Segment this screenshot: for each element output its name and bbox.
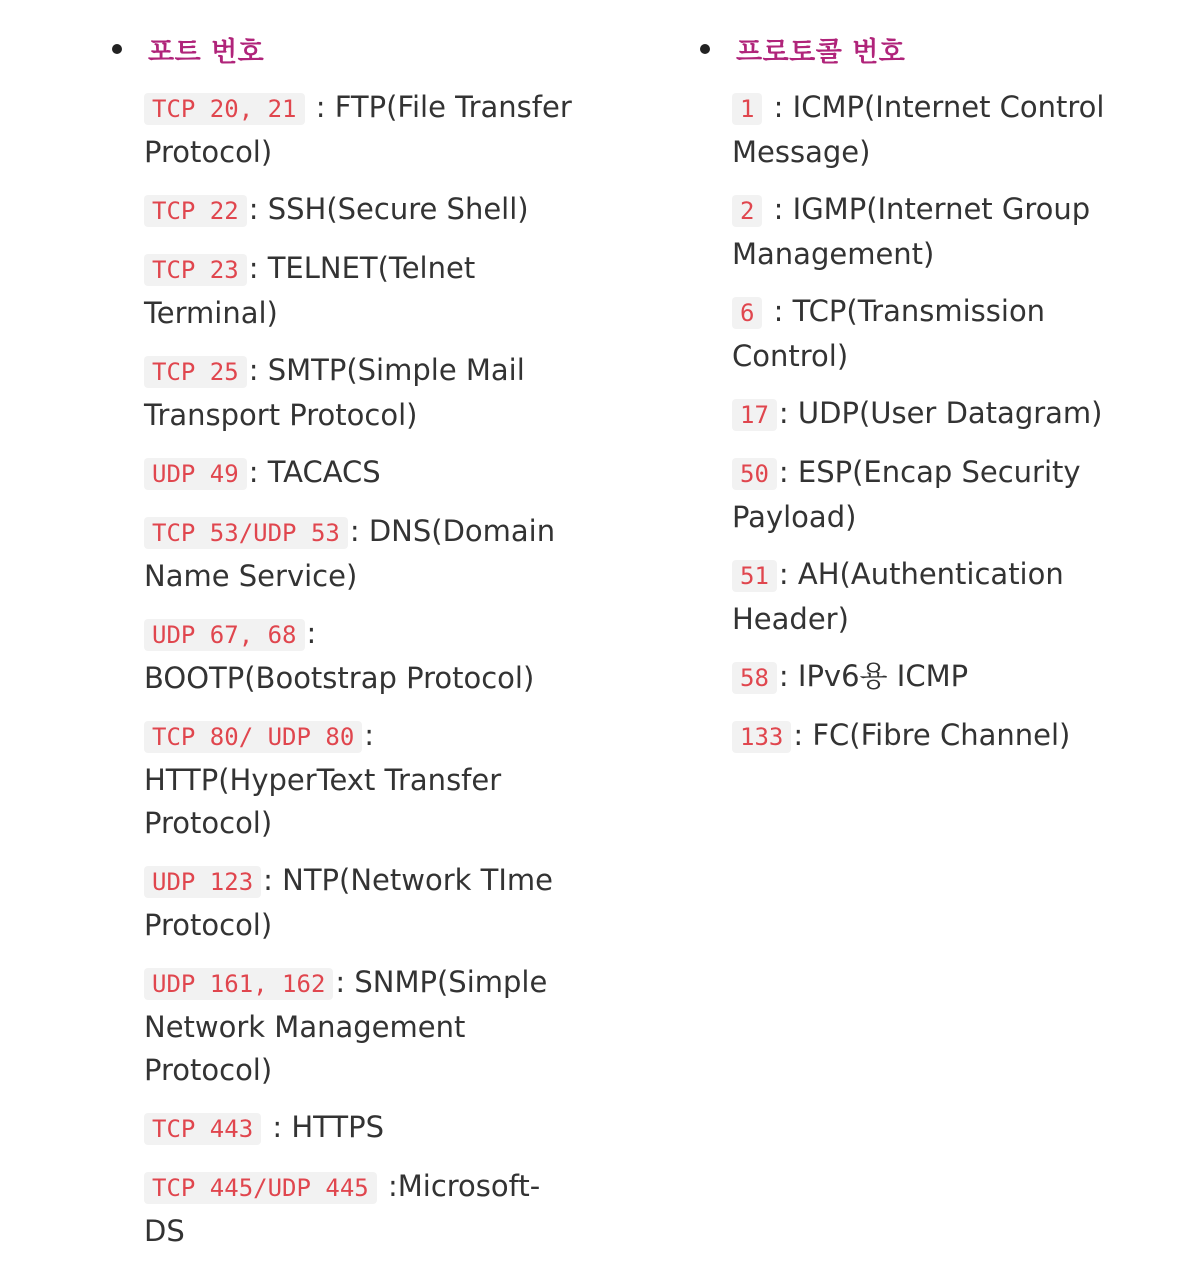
protocol-code: 50 (732, 458, 777, 490)
list-item (144, 247, 578, 335)
port-description: :Microsoft-DS (144, 1169, 541, 1248)
list-item (144, 349, 578, 437)
list-item (732, 392, 1156, 437)
port-code: TCP 80/ UDP 80 (144, 721, 362, 753)
bullet-icon (112, 44, 122, 54)
protocol-description: : IPv6용 ICMP (778, 659, 969, 693)
list-item (144, 188, 578, 233)
protocol-numbers-heading-row (696, 26, 1156, 72)
protocol-description: : UDP(User Datagram) (778, 396, 1103, 430)
protocol-code: 51 (732, 560, 777, 592)
port-code: UDP 67, 68 (144, 619, 305, 651)
port-description: : FTP(File Transfer Protocol) (144, 90, 572, 169)
port-description: : SNMP(Simple Network Management Protocol) (144, 965, 548, 1087)
port-description: : DNS(Domain Name Service) (144, 514, 556, 593)
port-numbers-heading-row (108, 26, 578, 72)
port-description: : TACACS (248, 455, 381, 489)
protocol-code: 1 (732, 93, 762, 125)
list-item (144, 510, 578, 598)
list-item (144, 86, 578, 174)
list-item (144, 859, 578, 947)
protocol-description: : ESP(Encap Security Payload) (732, 455, 1081, 534)
port-description: : HTTP(HyperText Transfer Protocol) (144, 718, 502, 840)
list-item (144, 1165, 578, 1253)
protocol-code: 133 (732, 721, 791, 753)
port-description: : NTP(Network TIme Protocol) (144, 863, 554, 942)
list-item (732, 655, 1156, 700)
list-item (144, 1106, 578, 1151)
port-code: UDP 123 (144, 866, 261, 898)
port-description: : TELNET(Telnet Terminal) (144, 251, 476, 330)
protocol-description: : ICMP(Internet Control Message) (732, 90, 1105, 169)
protocol-description: : IGMP(Internet Group Management) (732, 192, 1091, 271)
list-item (732, 290, 1156, 378)
list-item (144, 714, 578, 845)
protocol-code: 58 (732, 662, 777, 694)
protocol-description: : TCP(Transmission Control) (732, 294, 1046, 373)
port-code: UDP 49 (144, 458, 247, 490)
bullet-icon (700, 44, 710, 54)
port-numbers-section (108, 26, 578, 1267)
port-code: TCP 443 (144, 1113, 261, 1145)
list-item (732, 86, 1156, 174)
protocol-code: 17 (732, 399, 777, 431)
port-code: UDP 161, 162 (144, 968, 333, 1000)
port-code: TCP 445/UDP 445 (144, 1172, 377, 1204)
port-description: : SSH(Secure Shell) (248, 192, 529, 226)
port-description: : SMTP(Simple Mail Transport Protocol) (144, 353, 525, 432)
list-item (144, 612, 578, 700)
port-code: TCP 20, 21 (144, 93, 305, 125)
list-item (732, 451, 1156, 539)
protocol-list (696, 86, 1156, 759)
protocol-numbers-heading: 프로토콜 번호 (736, 36, 906, 68)
protocol-description: : AH(Authentication Header) (732, 557, 1064, 636)
port-list (108, 86, 578, 1253)
protocol-code: 2 (732, 195, 762, 227)
port-code: TCP 25 (144, 356, 247, 388)
port-description: : HTTPS (263, 1110, 384, 1144)
list-item (732, 714, 1156, 759)
list-item (144, 451, 578, 496)
port-numbers-heading: 포트 번호 (148, 36, 265, 68)
port-code: TCP 23 (144, 254, 247, 286)
port-description: : BOOTP(Bootstrap Protocol) (144, 616, 535, 695)
list-item (144, 961, 578, 1092)
port-code: TCP 22 (144, 195, 247, 227)
port-code: TCP 53/UDP 53 (144, 517, 348, 549)
protocol-numbers-section (696, 26, 1156, 773)
protocol-description: : FC(Fibre Channel) (793, 718, 1071, 752)
list-item (732, 553, 1156, 641)
list-item (732, 188, 1156, 276)
protocol-code: 6 (732, 297, 762, 329)
